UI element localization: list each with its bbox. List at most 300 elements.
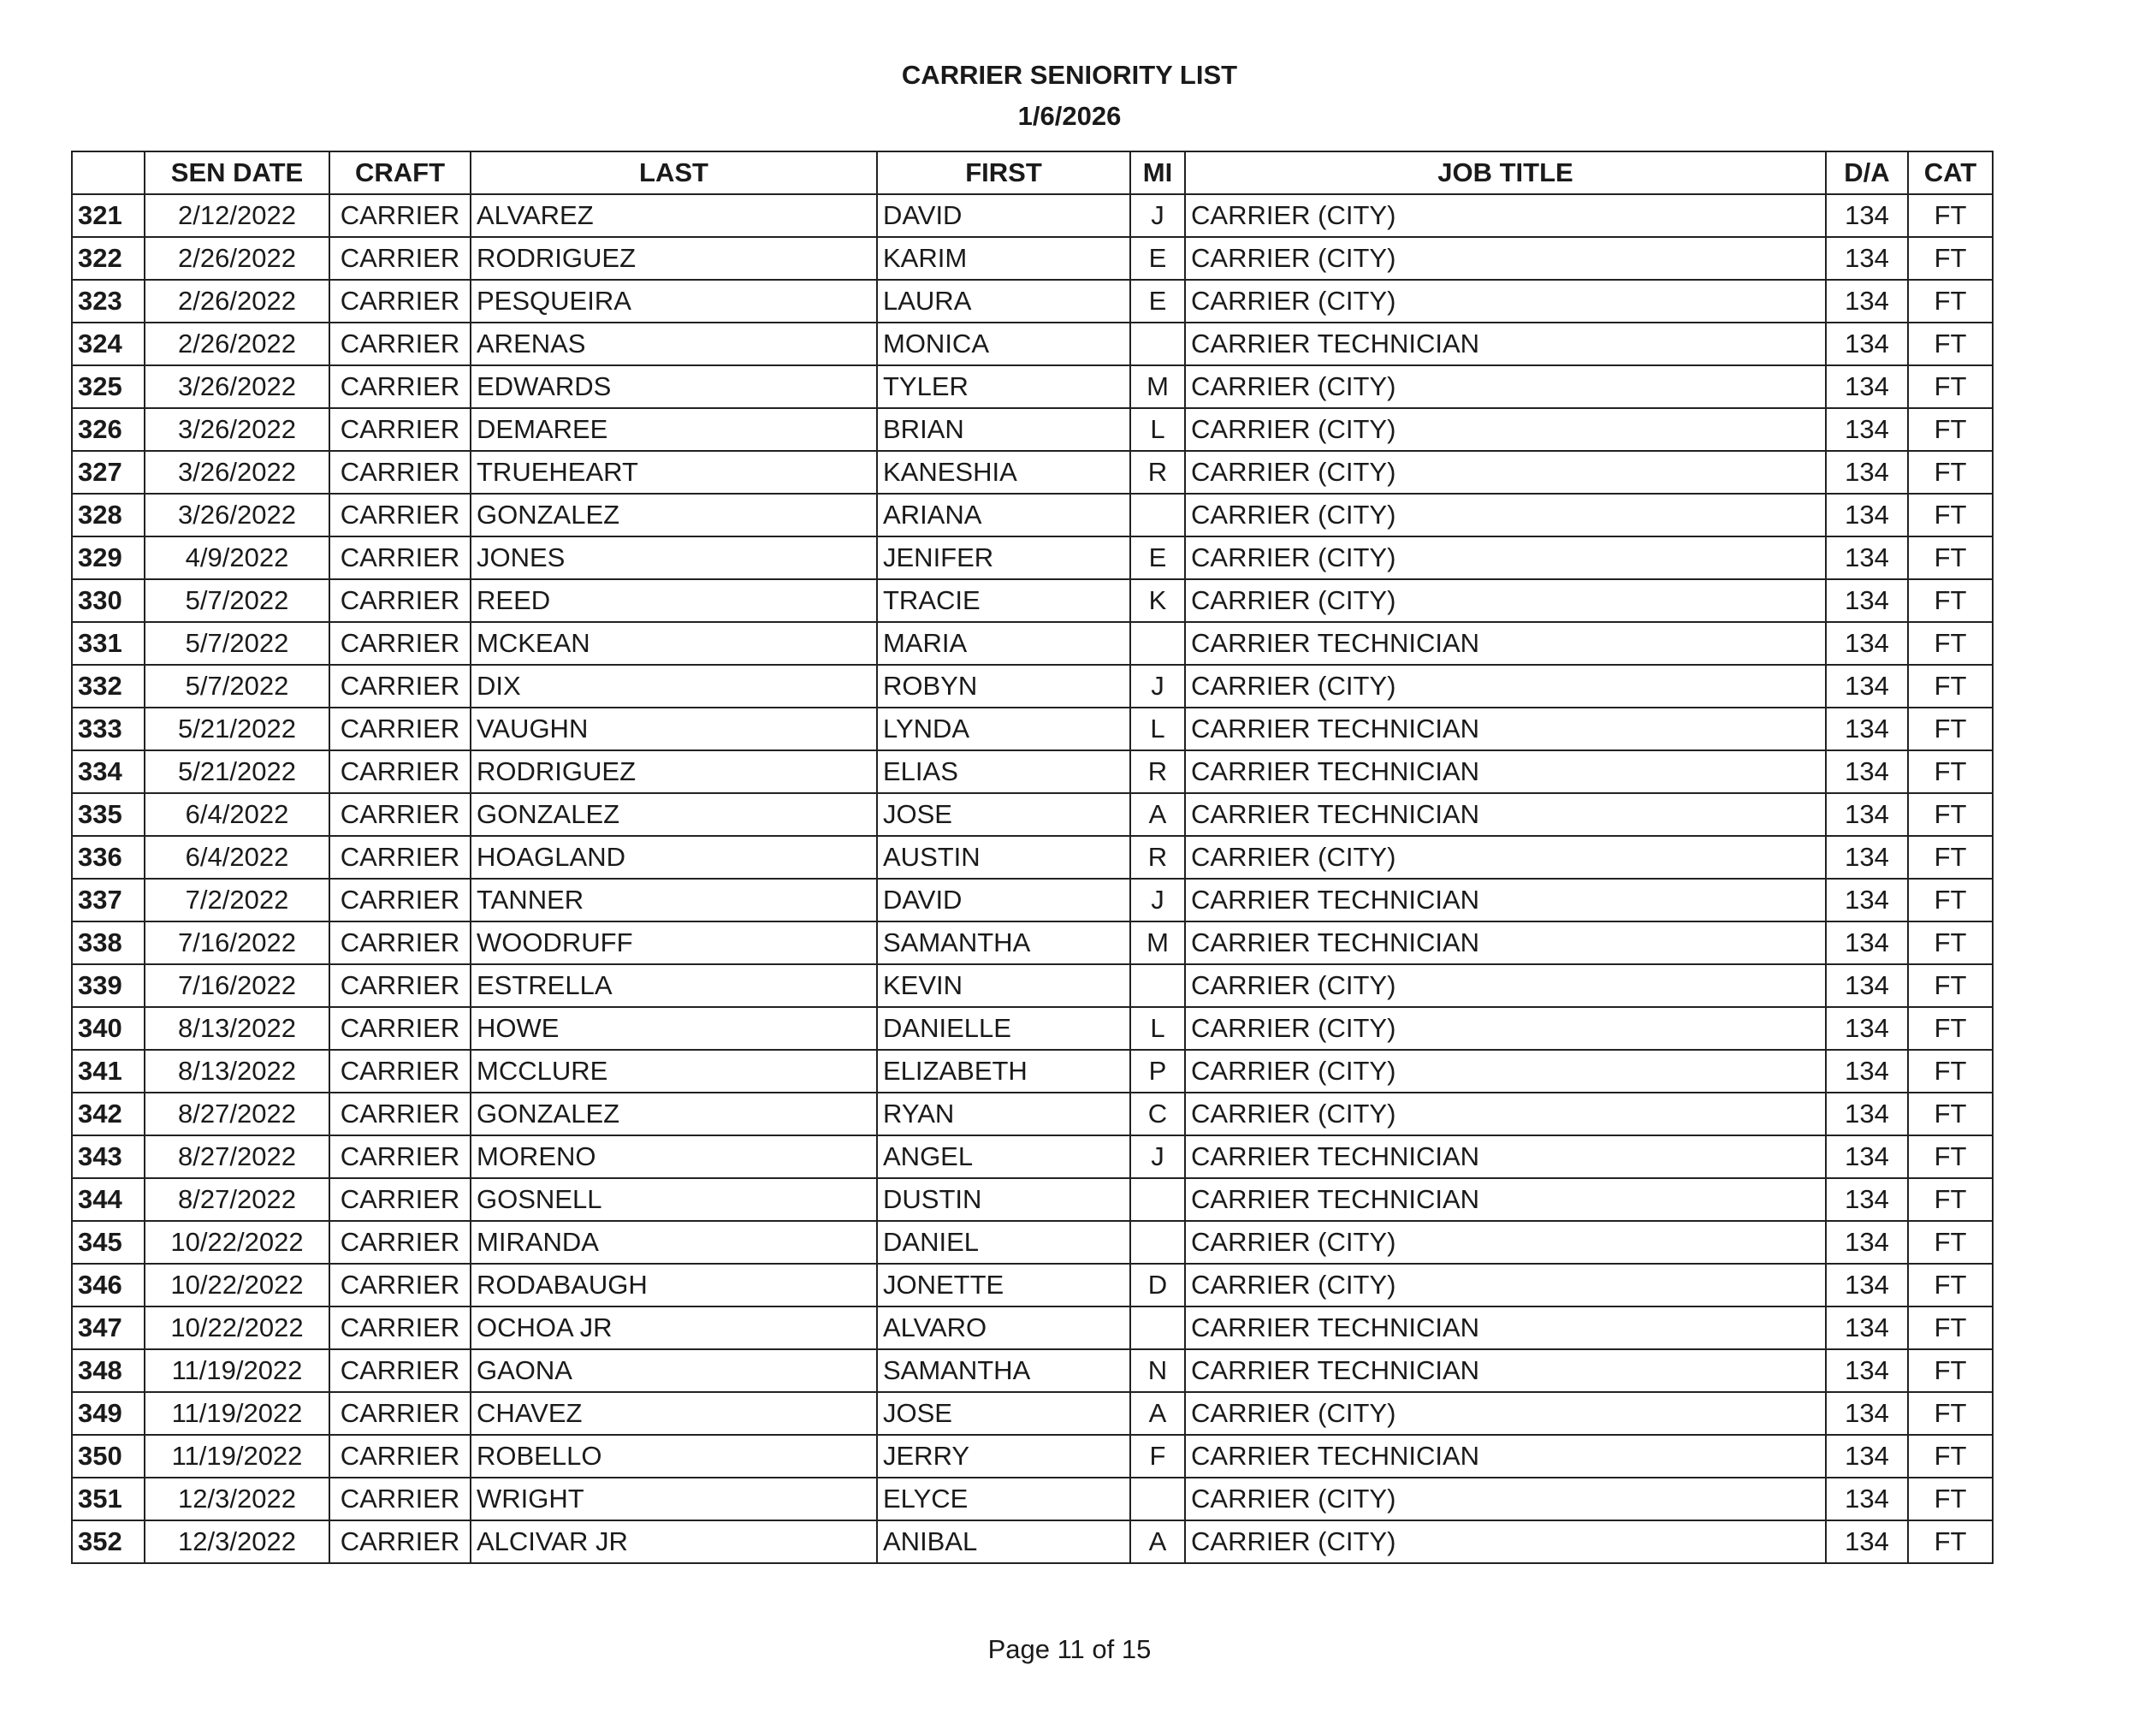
cell-mi: R — [1130, 750, 1185, 793]
cell-number: 352 — [72, 1520, 145, 1563]
cell-cat: FT — [1908, 494, 1993, 536]
cell-sen-date: 7/16/2022 — [145, 921, 329, 964]
cell-cat: FT — [1908, 622, 1993, 665]
cell-cat: FT — [1908, 1178, 1993, 1221]
cell-craft: CARRIER — [329, 1306, 471, 1349]
cell-craft: CARRIER — [329, 1392, 471, 1435]
cell-mi: J — [1130, 879, 1185, 921]
cell-craft: CARRIER — [329, 323, 471, 365]
cell-cat: FT — [1908, 750, 1993, 793]
column-header-craft: CRAFT — [329, 151, 471, 194]
cell-job-title: CARRIER (CITY) — [1185, 494, 1826, 536]
table-row — [72, 237, 1993, 280]
cell-last: WOODRUFF — [471, 921, 877, 964]
cell-cat: FT — [1908, 921, 1993, 964]
cell-craft: CARRIER — [329, 280, 471, 323]
cell-da: 134 — [1826, 622, 1908, 665]
cell-sen-date: 11/19/2022 — [145, 1435, 329, 1478]
cell-last: MCCLURE — [471, 1050, 877, 1093]
cell-last: GONZALEZ — [471, 494, 877, 536]
cell-number: 331 — [72, 622, 145, 665]
cell-sen-date: 10/22/2022 — [145, 1221, 329, 1264]
cell-last: ARENAS — [471, 323, 877, 365]
cell-da: 134 — [1826, 750, 1908, 793]
cell-mi: E — [1130, 237, 1185, 280]
cell-sen-date: 2/12/2022 — [145, 194, 329, 237]
cell-mi: D — [1130, 1264, 1185, 1306]
cell-craft: CARRIER — [329, 622, 471, 665]
cell-da: 134 — [1826, 921, 1908, 964]
cell-last: GAONA — [471, 1349, 877, 1392]
cell-sen-date: 12/3/2022 — [145, 1478, 329, 1520]
cell-last: GOSNELL — [471, 1178, 877, 1221]
cell-mi: K — [1130, 579, 1185, 622]
cell-mi: R — [1130, 451, 1185, 494]
cell-number: 343 — [72, 1135, 145, 1178]
cell-mi: L — [1130, 408, 1185, 451]
cell-mi: J — [1130, 665, 1185, 708]
cell-sen-date: 3/26/2022 — [145, 408, 329, 451]
cell-first: DAVID — [877, 194, 1130, 237]
document-date: 1/6/2026 — [1017, 101, 1122, 131]
cell-mi: J — [1130, 1135, 1185, 1178]
cell-mi — [1130, 1178, 1185, 1221]
cell-number: 339 — [72, 964, 145, 1007]
cell-number: 349 — [72, 1392, 145, 1435]
cell-da: 134 — [1826, 1306, 1908, 1349]
cell-first: DANIELLE — [877, 1007, 1130, 1050]
cell-last: TRUEHEART — [471, 451, 877, 494]
cell-job-title: CARRIER TECHNICIAN — [1185, 750, 1826, 793]
cell-mi: A — [1130, 1392, 1185, 1435]
cell-sen-date: 11/19/2022 — [145, 1392, 329, 1435]
cell-number: 344 — [72, 1178, 145, 1221]
cell-last: DIX — [471, 665, 877, 708]
cell-mi: A — [1130, 793, 1185, 836]
cell-first: SAMANTHA — [877, 921, 1130, 964]
cell-mi — [1130, 622, 1185, 665]
cell-first: ELIAS — [877, 750, 1130, 793]
cell-last: ALCIVAR JR — [471, 1520, 877, 1563]
cell-sen-date: 5/21/2022 — [145, 708, 329, 750]
cell-job-title: CARRIER (CITY) — [1185, 964, 1826, 1007]
cell-cat: FT — [1908, 280, 1993, 323]
cell-da: 134 — [1826, 1435, 1908, 1478]
cell-craft: CARRIER — [329, 1135, 471, 1178]
cell-craft: CARRIER — [329, 1435, 471, 1478]
cell-job-title: CARRIER (CITY) — [1185, 408, 1826, 451]
cell-job-title: CARRIER TECHNICIAN — [1185, 921, 1826, 964]
cell-job-title: CARRIER (CITY) — [1185, 365, 1826, 408]
cell-mi — [1130, 1306, 1185, 1349]
cell-job-title: CARRIER (CITY) — [1185, 1050, 1826, 1093]
cell-sen-date: 2/26/2022 — [145, 237, 329, 280]
cell-number: 346 — [72, 1264, 145, 1306]
cell-last: ALVAREZ — [471, 194, 877, 237]
cell-job-title: CARRIER TECHNICIAN — [1185, 1178, 1826, 1221]
cell-cat: FT — [1908, 408, 1993, 451]
cell-number: 325 — [72, 365, 145, 408]
cell-da: 134 — [1826, 1135, 1908, 1178]
cell-first: JOSE — [877, 793, 1130, 836]
cell-cat: FT — [1908, 365, 1993, 408]
cell-first: DUSTIN — [877, 1178, 1130, 1221]
cell-first: MARIA — [877, 622, 1130, 665]
cell-mi: C — [1130, 1093, 1185, 1135]
column-header-last: LAST — [471, 151, 877, 194]
cell-job-title: CARRIER TECHNICIAN — [1185, 1135, 1826, 1178]
cell-last: EDWARDS — [471, 365, 877, 408]
cell-last: MCKEAN — [471, 622, 877, 665]
cell-job-title: CARRIER (CITY) — [1185, 451, 1826, 494]
cell-craft: CARRIER — [329, 708, 471, 750]
cell-job-title: CARRIER (CITY) — [1185, 194, 1826, 237]
cell-cat: FT — [1908, 1349, 1993, 1392]
cell-sen-date: 6/4/2022 — [145, 793, 329, 836]
table-row — [72, 1435, 1993, 1478]
cell-job-title: CARRIER (CITY) — [1185, 237, 1826, 280]
cell-craft: CARRIER — [329, 1007, 471, 1050]
table-row — [72, 408, 1993, 451]
cell-cat: FT — [1908, 451, 1993, 494]
cell-last: RODABAUGH — [471, 1264, 877, 1306]
cell-number: 321 — [72, 194, 145, 237]
cell-sen-date: 8/13/2022 — [145, 1050, 329, 1093]
cell-craft: CARRIER — [329, 1221, 471, 1264]
cell-last: REED — [471, 579, 877, 622]
table-row — [72, 579, 1993, 622]
cell-last: JONES — [471, 536, 877, 579]
cell-job-title: CARRIER TECHNICIAN — [1185, 1349, 1826, 1392]
cell-first: DANIEL — [877, 1221, 1130, 1264]
cell-first: JONETTE — [877, 1264, 1130, 1306]
cell-da: 134 — [1826, 964, 1908, 1007]
column-header-sen-date: SEN DATE — [145, 151, 329, 194]
cell-craft: CARRIER — [329, 237, 471, 280]
cell-last: WRIGHT — [471, 1478, 877, 1520]
cell-last: HOWE — [471, 1007, 877, 1050]
column-header-number — [72, 151, 145, 194]
cell-mi — [1130, 494, 1185, 536]
column-header-da: D/A — [1826, 151, 1908, 194]
cell-job-title: CARRIER (CITY) — [1185, 836, 1826, 879]
cell-cat: FT — [1908, 579, 1993, 622]
cell-job-title: CARRIER (CITY) — [1185, 665, 1826, 708]
cell-cat: FT — [1908, 1392, 1993, 1435]
cell-mi: M — [1130, 921, 1185, 964]
cell-number: 327 — [72, 451, 145, 494]
cell-sen-date: 11/19/2022 — [145, 1349, 329, 1392]
cell-job-title: CARRIER TECHNICIAN — [1185, 1435, 1826, 1478]
cell-sen-date: 5/21/2022 — [145, 750, 329, 793]
cell-cat: FT — [1908, 1135, 1993, 1178]
cell-first: MONICA — [877, 323, 1130, 365]
cell-job-title: CARRIER (CITY) — [1185, 536, 1826, 579]
page-number: Page 11 of 15 — [987, 1634, 1152, 1664]
cell-mi — [1130, 1478, 1185, 1520]
cell-number: 336 — [72, 836, 145, 879]
table-row — [72, 280, 1993, 323]
cell-da: 134 — [1826, 1264, 1908, 1306]
cell-number: 323 — [72, 280, 145, 323]
table-row — [72, 1135, 1993, 1178]
cell-craft: CARRIER — [329, 879, 471, 921]
cell-sen-date: 6/4/2022 — [145, 836, 329, 879]
cell-first: JOSE — [877, 1392, 1130, 1435]
cell-sen-date: 3/26/2022 — [145, 451, 329, 494]
cell-da: 134 — [1826, 408, 1908, 451]
table-row — [72, 750, 1993, 793]
cell-sen-date: 8/13/2022 — [145, 1007, 329, 1050]
cell-sen-date: 3/26/2022 — [145, 494, 329, 536]
cell-last: RODRIGUEZ — [471, 750, 877, 793]
cell-craft: CARRIER — [329, 921, 471, 964]
cell-number: 348 — [72, 1349, 145, 1392]
cell-job-title: CARRIER TECHNICIAN — [1185, 879, 1826, 921]
cell-sen-date: 5/7/2022 — [145, 665, 329, 708]
cell-last: GONZALEZ — [471, 1093, 877, 1135]
cell-job-title: CARRIER TECHNICIAN — [1185, 622, 1826, 665]
cell-da: 134 — [1826, 1093, 1908, 1135]
cell-number: 351 — [72, 1478, 145, 1520]
table-row — [72, 1392, 1993, 1435]
cell-first: ELYCE — [877, 1478, 1130, 1520]
cell-first: ROBYN — [877, 665, 1130, 708]
cell-job-title: CARRIER (CITY) — [1185, 1520, 1826, 1563]
cell-last: RODRIGUEZ — [471, 237, 877, 280]
cell-number: 342 — [72, 1093, 145, 1135]
cell-craft: CARRIER — [329, 194, 471, 237]
cell-first: BRIAN — [877, 408, 1130, 451]
table-row — [72, 365, 1993, 408]
cell-craft: CARRIER — [329, 793, 471, 836]
cell-last: GONZALEZ — [471, 793, 877, 836]
cell-first: KEVIN — [877, 964, 1130, 1007]
cell-mi: E — [1130, 280, 1185, 323]
cell-craft: CARRIER — [329, 1050, 471, 1093]
cell-first: ALVARO — [877, 1306, 1130, 1349]
cell-craft: CARRIER — [329, 1478, 471, 1520]
cell-da: 134 — [1826, 451, 1908, 494]
cell-sen-date: 10/22/2022 — [145, 1306, 329, 1349]
cell-da: 134 — [1826, 280, 1908, 323]
cell-number: 330 — [72, 579, 145, 622]
cell-first: SAMANTHA — [877, 1349, 1130, 1392]
table-row — [72, 708, 1993, 750]
cell-sen-date: 8/27/2022 — [145, 1135, 329, 1178]
cell-first: RYAN — [877, 1093, 1130, 1135]
cell-da: 134 — [1826, 836, 1908, 879]
cell-craft: CARRIER — [329, 1264, 471, 1306]
cell-job-title: CARRIER TECHNICIAN — [1185, 708, 1826, 750]
cell-sen-date: 2/26/2022 — [145, 323, 329, 365]
cell-da: 134 — [1826, 194, 1908, 237]
cell-da: 134 — [1826, 1221, 1908, 1264]
cell-job-title: CARRIER (CITY) — [1185, 1392, 1826, 1435]
cell-cat: FT — [1908, 1264, 1993, 1306]
cell-last: DEMAREE — [471, 408, 877, 451]
cell-first: JERRY — [877, 1435, 1130, 1478]
cell-number: 332 — [72, 665, 145, 708]
table-row — [72, 793, 1993, 836]
cell-first: ANIBAL — [877, 1520, 1130, 1563]
cell-da: 134 — [1826, 1178, 1908, 1221]
cell-da: 134 — [1826, 237, 1908, 280]
cell-number: 329 — [72, 536, 145, 579]
cell-cat: FT — [1908, 793, 1993, 836]
cell-first: DAVID — [877, 879, 1130, 921]
cell-number: 328 — [72, 494, 145, 536]
table-row — [72, 921, 1993, 964]
cell-craft: CARRIER — [329, 536, 471, 579]
cell-mi: A — [1130, 1520, 1185, 1563]
cell-job-title: CARRIER (CITY) — [1185, 1007, 1826, 1050]
cell-sen-date: 8/27/2022 — [145, 1178, 329, 1221]
cell-cat: FT — [1908, 708, 1993, 750]
cell-number: 341 — [72, 1050, 145, 1093]
cell-mi: R — [1130, 836, 1185, 879]
table-row — [72, 964, 1993, 1007]
cell-da: 134 — [1826, 365, 1908, 408]
cell-cat: FT — [1908, 964, 1993, 1007]
cell-cat: FT — [1908, 665, 1993, 708]
cell-last: MORENO — [471, 1135, 877, 1178]
cell-last: CHAVEZ — [471, 1392, 877, 1435]
cell-mi: L — [1130, 1007, 1185, 1050]
cell-craft: CARRIER — [329, 451, 471, 494]
cell-mi: F — [1130, 1435, 1185, 1478]
cell-cat: FT — [1908, 237, 1993, 280]
table-row — [72, 1093, 1993, 1135]
cell-cat: FT — [1908, 836, 1993, 879]
cell-number: 322 — [72, 237, 145, 280]
cell-mi: E — [1130, 536, 1185, 579]
cell-first: TRACIE — [877, 579, 1130, 622]
cell-sen-date: 5/7/2022 — [145, 622, 329, 665]
cell-da: 134 — [1826, 793, 1908, 836]
table-row — [72, 1306, 1993, 1349]
cell-craft: CARRIER — [329, 836, 471, 879]
cell-first: LYNDA — [877, 708, 1130, 750]
cell-craft: CARRIER — [329, 1178, 471, 1221]
cell-cat: FT — [1908, 1306, 1993, 1349]
cell-sen-date: 7/16/2022 — [145, 964, 329, 1007]
table-row — [72, 1478, 1993, 1520]
cell-da: 134 — [1826, 1007, 1908, 1050]
cell-da: 134 — [1826, 1050, 1908, 1093]
cell-cat: FT — [1908, 1520, 1993, 1563]
table-row — [72, 622, 1993, 665]
cell-job-title: CARRIER (CITY) — [1185, 579, 1826, 622]
cell-first: ARIANA — [877, 494, 1130, 536]
document-title: CARRIER SENIORITY LIST — [901, 60, 1238, 90]
cell-mi — [1130, 323, 1185, 365]
table-row — [72, 1264, 1993, 1306]
cell-last: HOAGLAND — [471, 836, 877, 879]
cell-mi — [1130, 1221, 1185, 1264]
cell-craft: CARRIER — [329, 964, 471, 1007]
header-row — [72, 151, 1993, 194]
cell-last: OCHOA JR — [471, 1306, 877, 1349]
cell-mi — [1130, 964, 1185, 1007]
cell-mi: N — [1130, 1349, 1185, 1392]
cell-craft: CARRIER — [329, 494, 471, 536]
cell-craft: CARRIER — [329, 1349, 471, 1392]
cell-da: 134 — [1826, 879, 1908, 921]
cell-cat: FT — [1908, 1007, 1993, 1050]
column-header-cat: CAT — [1908, 151, 1993, 194]
cell-number: 333 — [72, 708, 145, 750]
cell-job-title: CARRIER TECHNICIAN — [1185, 323, 1826, 365]
cell-da: 134 — [1826, 494, 1908, 536]
cell-sen-date: 2/26/2022 — [145, 280, 329, 323]
cell-job-title: CARRIER (CITY) — [1185, 1264, 1826, 1306]
cell-job-title: CARRIER (CITY) — [1185, 280, 1826, 323]
cell-first: LAURA — [877, 280, 1130, 323]
cell-cat: FT — [1908, 1478, 1993, 1520]
table-row — [72, 1221, 1993, 1264]
cell-cat: FT — [1908, 1093, 1993, 1135]
cell-last: VAUGHN — [471, 708, 877, 750]
cell-cat: FT — [1908, 879, 1993, 921]
cell-cat: FT — [1908, 194, 1993, 237]
cell-number: 347 — [72, 1306, 145, 1349]
cell-job-title: CARRIER (CITY) — [1185, 1478, 1826, 1520]
cell-craft: CARRIER — [329, 365, 471, 408]
cell-sen-date: 5/7/2022 — [145, 579, 329, 622]
cell-number: 345 — [72, 1221, 145, 1264]
table-row — [72, 536, 1993, 579]
column-header-first: FIRST — [877, 151, 1130, 194]
cell-mi: L — [1130, 708, 1185, 750]
cell-craft: CARRIER — [329, 1520, 471, 1563]
table-row — [72, 1178, 1993, 1221]
cell-last: TANNER — [471, 879, 877, 921]
cell-job-title: CARRIER TECHNICIAN — [1185, 793, 1826, 836]
cell-last: ESTRELLA — [471, 964, 877, 1007]
cell-number: 350 — [72, 1435, 145, 1478]
cell-sen-date: 7/2/2022 — [145, 879, 329, 921]
cell-number: 338 — [72, 921, 145, 964]
cell-craft: CARRIER — [329, 1093, 471, 1135]
cell-mi: J — [1130, 194, 1185, 237]
column-header-mi: MI — [1130, 151, 1185, 194]
cell-job-title: CARRIER (CITY) — [1185, 1221, 1826, 1264]
cell-craft: CARRIER — [329, 750, 471, 793]
cell-number: 324 — [72, 323, 145, 365]
seniority-table — [71, 151, 1994, 1564]
table-row — [72, 194, 1993, 237]
cell-da: 134 — [1826, 323, 1908, 365]
cell-number: 326 — [72, 408, 145, 451]
cell-sen-date: 12/3/2022 — [145, 1520, 329, 1563]
cell-sen-date: 8/27/2022 — [145, 1093, 329, 1135]
cell-craft: CARRIER — [329, 665, 471, 708]
cell-last: ROBELLO — [471, 1435, 877, 1478]
cell-first: KANESHIA — [877, 451, 1130, 494]
cell-cat: FT — [1908, 1435, 1993, 1478]
cell-cat: FT — [1908, 536, 1993, 579]
table-row — [72, 665, 1993, 708]
cell-first: TYLER — [877, 365, 1130, 408]
cell-mi: P — [1130, 1050, 1185, 1093]
cell-first: JENIFER — [877, 536, 1130, 579]
cell-job-title: CARRIER (CITY) — [1185, 1093, 1826, 1135]
cell-cat: FT — [1908, 1221, 1993, 1264]
cell-da: 134 — [1826, 1392, 1908, 1435]
table-row — [72, 1050, 1993, 1093]
cell-craft: CARRIER — [329, 408, 471, 451]
